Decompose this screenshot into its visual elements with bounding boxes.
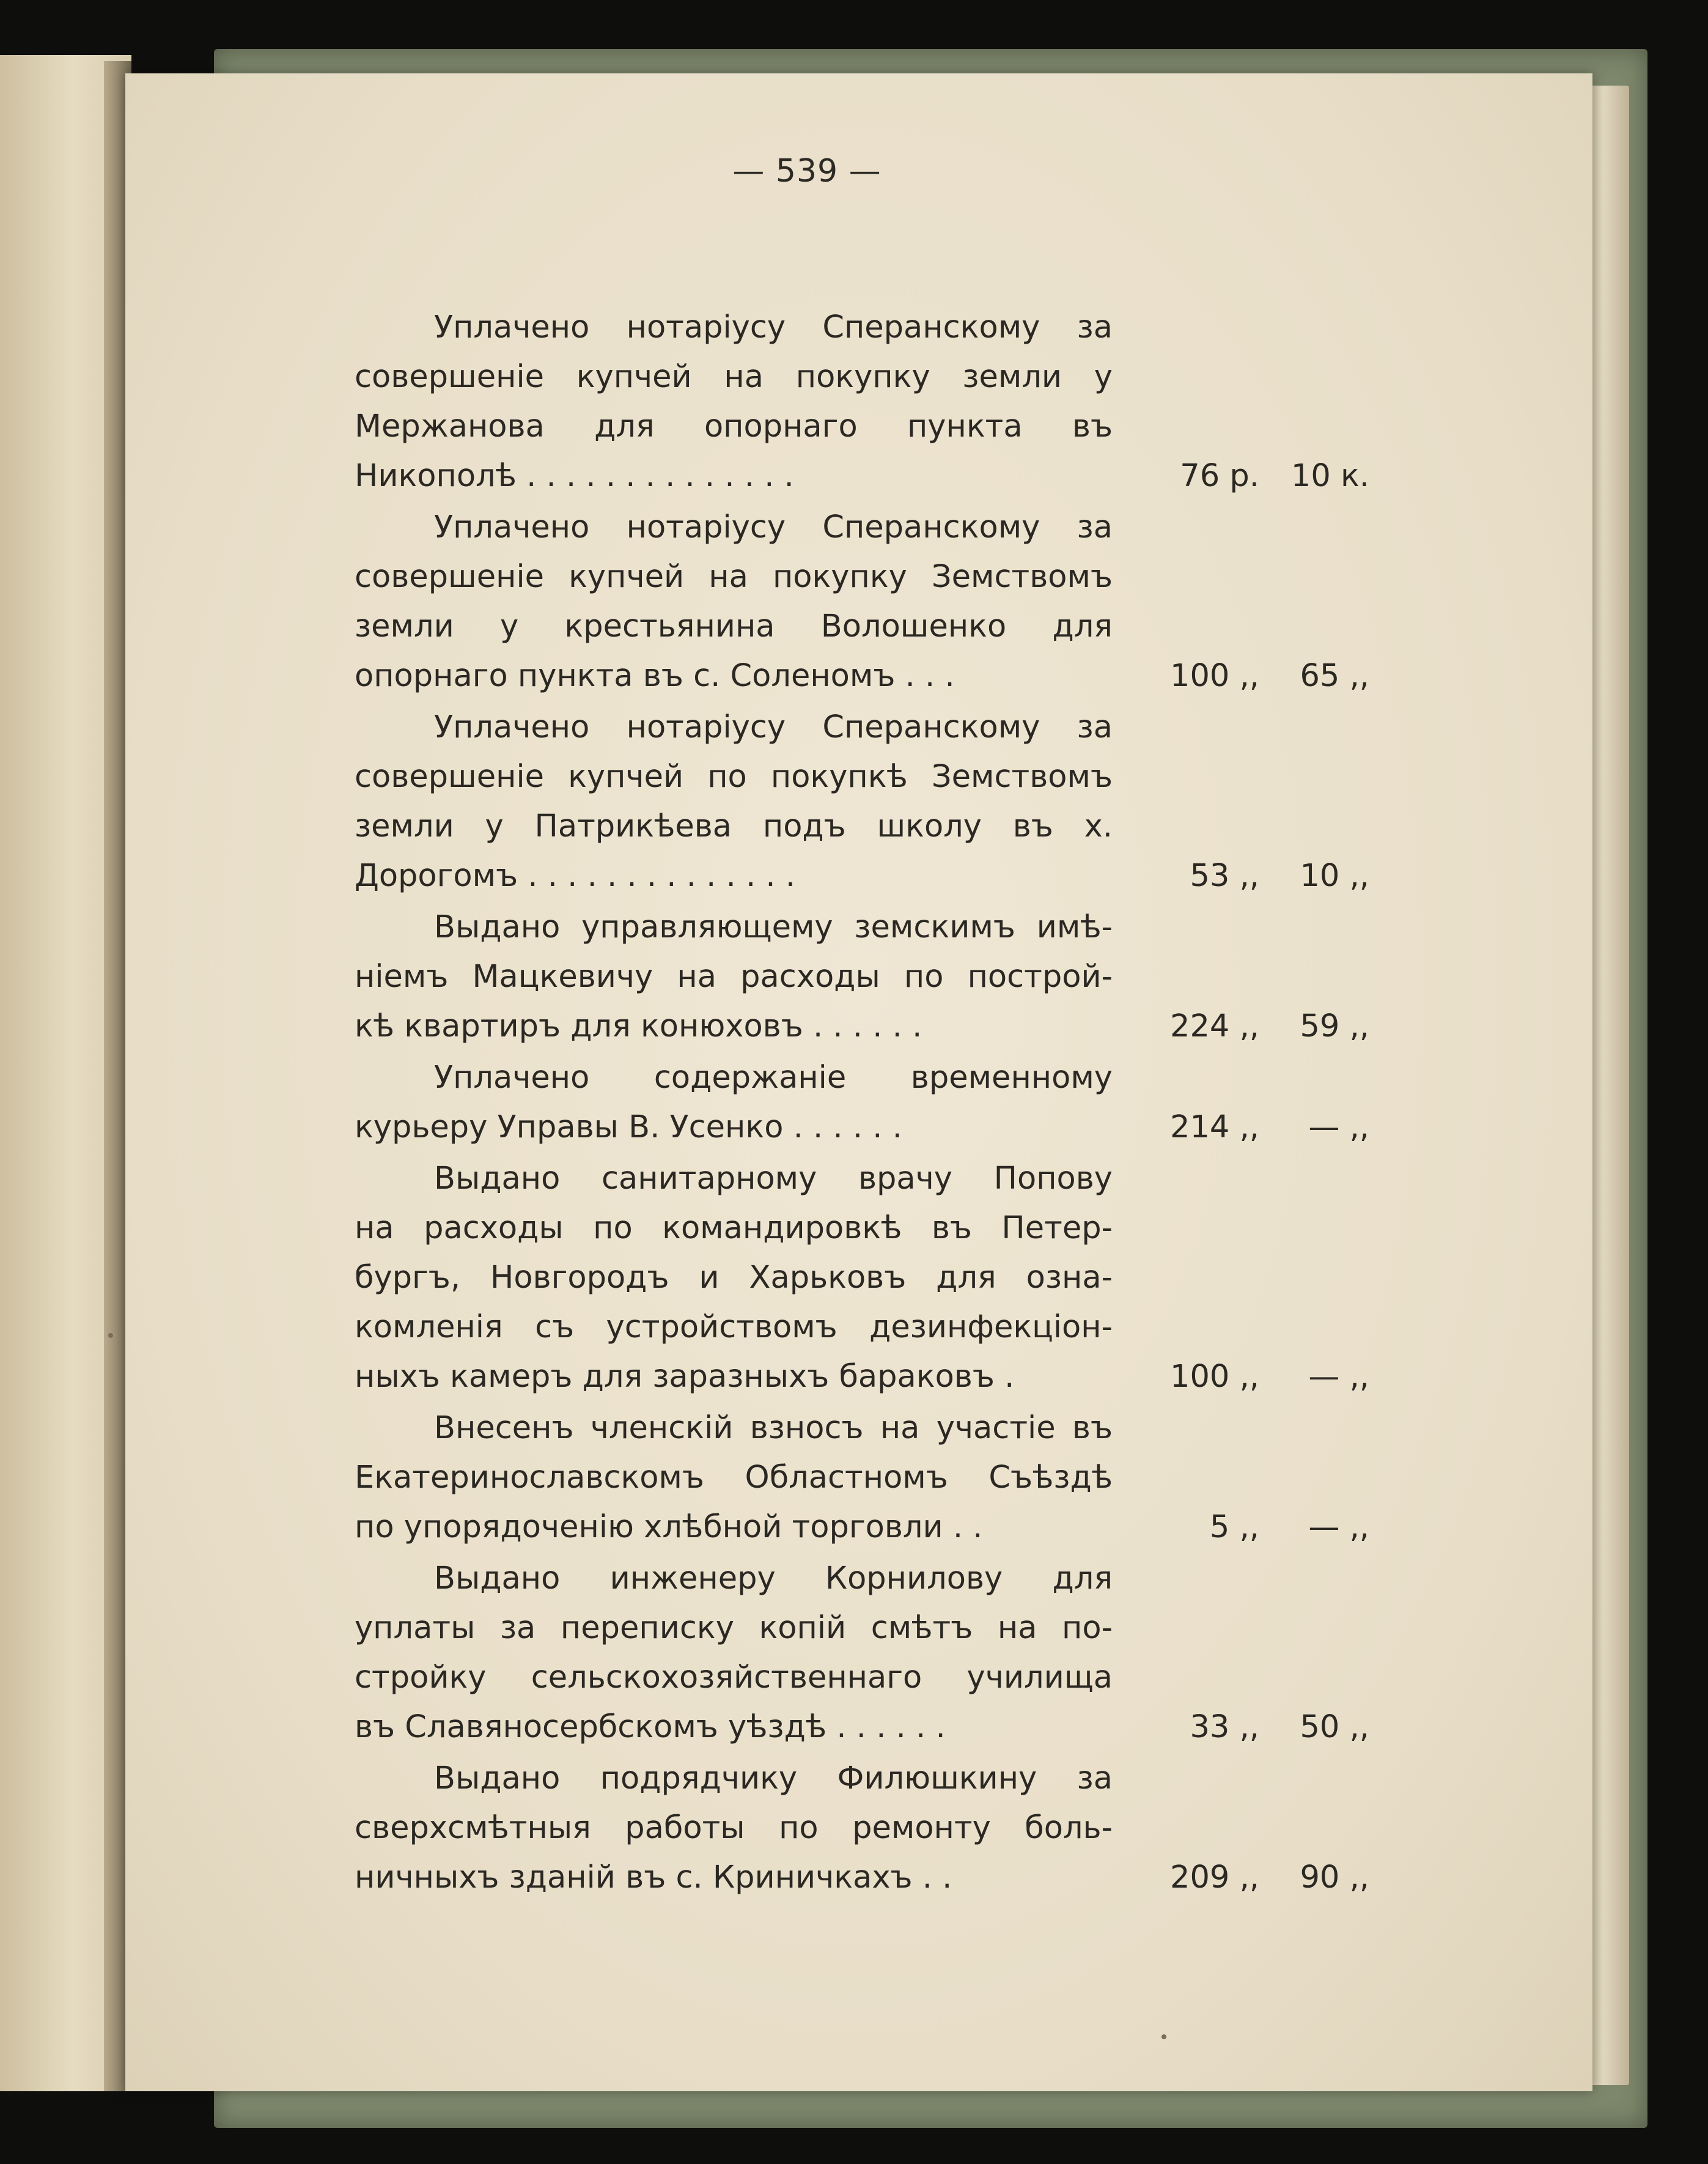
amount-rubles: 76 р. xyxy=(1180,458,1259,494)
entry-line-text: опорнаго пункта въ с. Соленомъ . . . xyxy=(355,658,955,694)
entry-line xyxy=(355,1403,1369,1453)
amount-rubles: 100 ,, xyxy=(1170,1359,1259,1395)
amount-kopecks: — ,, xyxy=(1308,1509,1369,1545)
entry-line xyxy=(355,752,1369,802)
amount-rubles: 5 ,, xyxy=(1209,1509,1259,1545)
amount-rubles: 33 ,, xyxy=(1190,1709,1259,1745)
entry-amount xyxy=(1113,1102,1369,1152)
entry-amount xyxy=(1113,952,1369,1002)
entry-line xyxy=(355,1502,1369,1552)
entry-line xyxy=(355,703,1369,752)
expense-entry xyxy=(355,303,1369,501)
entry-line xyxy=(355,1253,1369,1302)
paper-speck xyxy=(108,1333,113,1338)
entry-amount xyxy=(1113,303,1369,352)
expense-entry xyxy=(355,1554,1369,1752)
entry-amount xyxy=(1113,1203,1369,1253)
amount-kopecks: — ,, xyxy=(1308,1359,1369,1395)
expense-entry xyxy=(355,503,1369,701)
entry-line xyxy=(355,352,1369,402)
entry-line-text: на расходы по командировкѣ въ Петер- xyxy=(355,1210,1113,1246)
entry-line-text: Выдано инженеру Корнилову для xyxy=(434,1560,1113,1597)
entry-line xyxy=(355,952,1369,1002)
entry-line xyxy=(355,1302,1369,1352)
amount-rubles: 224 ,, xyxy=(1170,1008,1259,1044)
amount-kopecks: 10 к. xyxy=(1290,458,1369,494)
entry-line xyxy=(355,1053,1369,1102)
entry-line-text: въ Славяносербскомъ уѣздѣ . . . . . . xyxy=(355,1709,946,1745)
entry-amount xyxy=(1113,352,1369,402)
entry-line xyxy=(355,903,1369,952)
entry-amount xyxy=(1113,503,1369,552)
entry-amount xyxy=(1113,1702,1369,1752)
entry-amount xyxy=(1113,1403,1369,1453)
entry-line xyxy=(355,1352,1369,1401)
entry-line-text: совершеніе купчей на покупку Земствомъ xyxy=(355,559,1113,595)
entry-amount xyxy=(1113,1352,1369,1401)
entry-line-text: ничныхъ зданій въ с. Криничкахъ . . xyxy=(355,1859,952,1896)
entry-line-text: Выдано подрядчику Филюшкину за xyxy=(434,1760,1113,1797)
entry-amount xyxy=(1113,1302,1369,1352)
entry-line-text: Выдано управляющему земскимъ имѣ- xyxy=(434,909,1113,945)
entry-line-text: курьеру Управы В. Усенко . . . . . . xyxy=(355,1109,902,1145)
expense-entry xyxy=(355,1053,1369,1152)
entry-amount xyxy=(1113,1803,1369,1853)
expense-entry xyxy=(355,703,1369,901)
entry-line-text: Екатеринославскомъ Областномъ Съѣздѣ xyxy=(355,1460,1113,1496)
entry-line-text: ныхъ камеръ для заразныхъ бараковъ . xyxy=(355,1359,1015,1395)
expense-entry xyxy=(355,903,1369,1051)
entry-line-text: земли у Патрикѣева подъ школу въ х. xyxy=(355,808,1113,844)
entry-line-text: уплаты за переписку копій смѣтъ на по- xyxy=(355,1610,1113,1646)
entry-line xyxy=(355,1453,1369,1502)
entry-amount xyxy=(1113,703,1369,752)
entry-amount xyxy=(1113,1502,1369,1552)
entry-line-text: Уплачено содержаніе временному xyxy=(434,1060,1113,1096)
expense-entry xyxy=(355,1403,1369,1552)
entry-line xyxy=(355,851,1369,901)
entry-amount xyxy=(1113,1754,1369,1803)
amount-kopecks: 50 ,, xyxy=(1300,1709,1369,1745)
entry-line xyxy=(355,1002,1369,1051)
entry-line-text: Мержанова для опорнаго пункта въ xyxy=(355,408,1113,445)
entry-line xyxy=(355,651,1369,701)
entry-line xyxy=(355,1203,1369,1253)
entry-amount xyxy=(1113,1653,1369,1702)
entry-amount xyxy=(1113,802,1369,851)
entry-line xyxy=(355,503,1369,552)
entry-line xyxy=(355,303,1369,352)
amount-rubles: 214 ,, xyxy=(1170,1109,1259,1145)
amount-kopecks: 10 ,, xyxy=(1300,858,1369,894)
entry-line xyxy=(355,552,1369,602)
page-number: — 539 — xyxy=(732,153,882,190)
entry-line xyxy=(355,1554,1369,1603)
entry-amount xyxy=(1113,1603,1369,1653)
entry-line xyxy=(355,1653,1369,1702)
expense-entry xyxy=(355,1154,1369,1401)
entry-line xyxy=(355,1754,1369,1803)
entry-line xyxy=(355,1803,1369,1853)
amount-rubles: 100 ,, xyxy=(1170,658,1259,694)
entry-line-text: Внесенъ членскій взносъ на участіе въ xyxy=(434,1410,1113,1446)
expense-entry xyxy=(355,1754,1369,1902)
entry-line xyxy=(355,1702,1369,1752)
entry-line xyxy=(355,451,1369,501)
entry-line-text: ніемъ Мацкевичу на расходы по построй- xyxy=(355,959,1113,995)
entry-line-text: Никополѣ . . . . . . . . . . . . . . xyxy=(355,458,794,494)
entry-line-text: Уплачено нотаріусу Сперанскому за xyxy=(434,709,1113,745)
entry-amount xyxy=(1113,1453,1369,1502)
entry-line xyxy=(355,802,1369,851)
entry-line-text: Дорогомъ . . . . . . . . . . . . . . xyxy=(355,858,796,894)
entry-line-text: по упорядоченію хлѣбной торговли . . xyxy=(355,1509,983,1545)
entry-line-text: Уплачено нотаріусу Сперанскому за xyxy=(434,509,1113,545)
entry-line-text: Уплачено нотаріусу Сперанскому за xyxy=(434,309,1113,345)
entry-line-text: совершеніе купчей по покупкѣ Земствомъ xyxy=(355,759,1113,795)
entry-line xyxy=(355,1154,1369,1203)
entry-amount xyxy=(1113,1053,1369,1102)
entry-line-text: стройку сельскохозяйственнаго училища xyxy=(355,1660,1113,1696)
entry-line-text: Выдано санитарному врачу Попову xyxy=(434,1161,1113,1197)
entry-line-text: совершеніе купчей на покупку земли у xyxy=(355,359,1113,395)
entry-amount xyxy=(1113,1554,1369,1603)
entry-amount xyxy=(1113,451,1369,501)
entry-line-text: сверхсмѣтныя работы по ремонту боль- xyxy=(355,1810,1113,1846)
entry-amount xyxy=(1113,1253,1369,1302)
entry-line xyxy=(355,402,1369,451)
entry-amount xyxy=(1113,602,1369,651)
entry-line-text: земли у крестьянина Волошенко для xyxy=(355,608,1113,644)
entry-amount xyxy=(1113,851,1369,901)
entry-amount xyxy=(1113,1853,1369,1902)
entry-line xyxy=(355,602,1369,651)
entry-line-text: кѣ квартиръ для конюховъ . . . . . . xyxy=(355,1008,922,1044)
entry-amount xyxy=(1113,1002,1369,1051)
entry-line xyxy=(355,1102,1369,1152)
amount-rubles: 209 ,, xyxy=(1170,1859,1259,1896)
entry-line xyxy=(355,1603,1369,1653)
entry-amount xyxy=(1113,552,1369,602)
entry-amount xyxy=(1113,752,1369,802)
amount-kopecks: 65 ,, xyxy=(1300,658,1369,694)
amount-rubles: 53 ,, xyxy=(1190,858,1259,894)
entry-amount xyxy=(1113,651,1369,701)
expense-entries xyxy=(355,303,1369,1904)
entry-line xyxy=(355,1853,1369,1902)
paper-speck xyxy=(1161,2034,1166,2039)
amount-kopecks: 90 ,, xyxy=(1300,1859,1369,1896)
entry-amount xyxy=(1113,402,1369,451)
entry-amount xyxy=(1113,1154,1369,1203)
amount-kopecks: — ,, xyxy=(1308,1109,1369,1145)
amount-kopecks: 59 ,, xyxy=(1300,1008,1369,1044)
entry-line-text: бургъ, Новгородъ и Харьковъ для озна- xyxy=(355,1260,1113,1296)
entry-amount xyxy=(1113,903,1369,952)
entry-line-text: комленія съ устройствомъ дезинфекціон- xyxy=(355,1309,1113,1345)
